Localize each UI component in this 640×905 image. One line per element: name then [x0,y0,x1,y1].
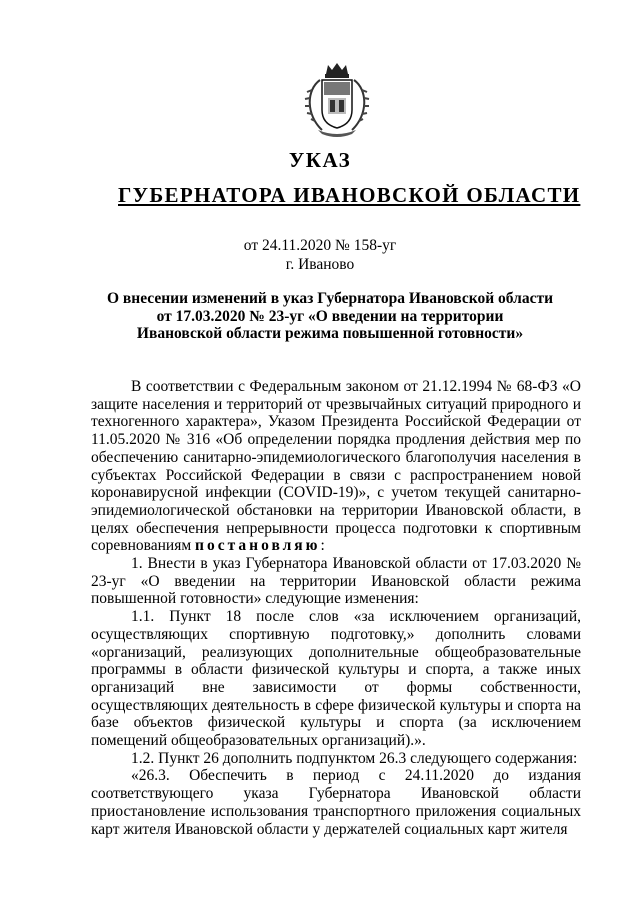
subject-line: О внесении изменений в указ Губернатора Ивановской области [106,290,554,307]
coat-of-arms-icon [300,60,374,138]
subject-line: от 17.03.2020 № 23-уг «О введении на территории [156,307,504,325]
paragraph-item-1: 1. Внести в указ Губернатора Ивановской области от 17.03.2020 № 23-уг «О введении на территории Ивановской области режима повышенной готовности» следующие изменения: [91,555,581,608]
preamble-paragraph [91,378,581,555]
paragraph-item-1-1: 1.1. Пункт 18 после слов «за исключением организаций, осуществляющих спортивную подготовку,» дополнить словами «организаций, реализующих дополнительные общеобразовательные программы в области физической культуры и спорта, а также иных организаций вне зависимости от формы собственности, осуществляющих деятельность в сфере физической культуры и спорта на базе объектов физической культуры и спорта (за исключением помещений общеобразовательных организаций).». [91,608,581,750]
city-line: г. Иваново [285,256,355,273]
paragraph-item-1-2: 1.2. Пункт 26 дополнить подпунктом 26.3 следующего содержания: [131,749,578,767]
issuer-title: ГУБЕРНАТОРА ИВАНОВСКОЙ ОБЛАСТИ [118,183,581,207]
document-body [91,378,581,838]
preamble-text: В соответствии с Федеральным законом от 21.12.1994 № 68-ФЗ «О защите населения и территорий от чрезвычайных ситуаций природного и техногенного характера», Указом Президента Российской Федерации от 11.05.2020 № 316 «Об определении порядка продления действия мер по обеспечению санитарно-эпидемиологического благополучия населения в субъектах Российской Федерации в связи с распространением новой коронавирусной инфекции (COVID-19)», с учетом текущей санитарно-эпидемиологической обстановки на территории Ивановской области, в целях обеспечения непрерывности процесса подготовки к спортивным соревнованиям [91,378,581,555]
decree-word: постановляю [195,537,321,555]
date-number-line: от 24.11.2020 № 158-уг [243,237,397,254]
subject-line: Ивановской области режима повышенной готовности» [136,325,524,342]
subject-heading [80,290,580,343]
document-title: УКАЗ [288,148,352,172]
paragraph-item-26-3: «26.3. Обеспечить в период с 24.11.2020 до издания соответствующего указа Губернатора Ивановской области приостановление использования транспортного приложения социальных карт жителя Ивановской области у держателей социальных карт жителя [91,767,581,838]
decree-colon: : [320,537,325,555]
